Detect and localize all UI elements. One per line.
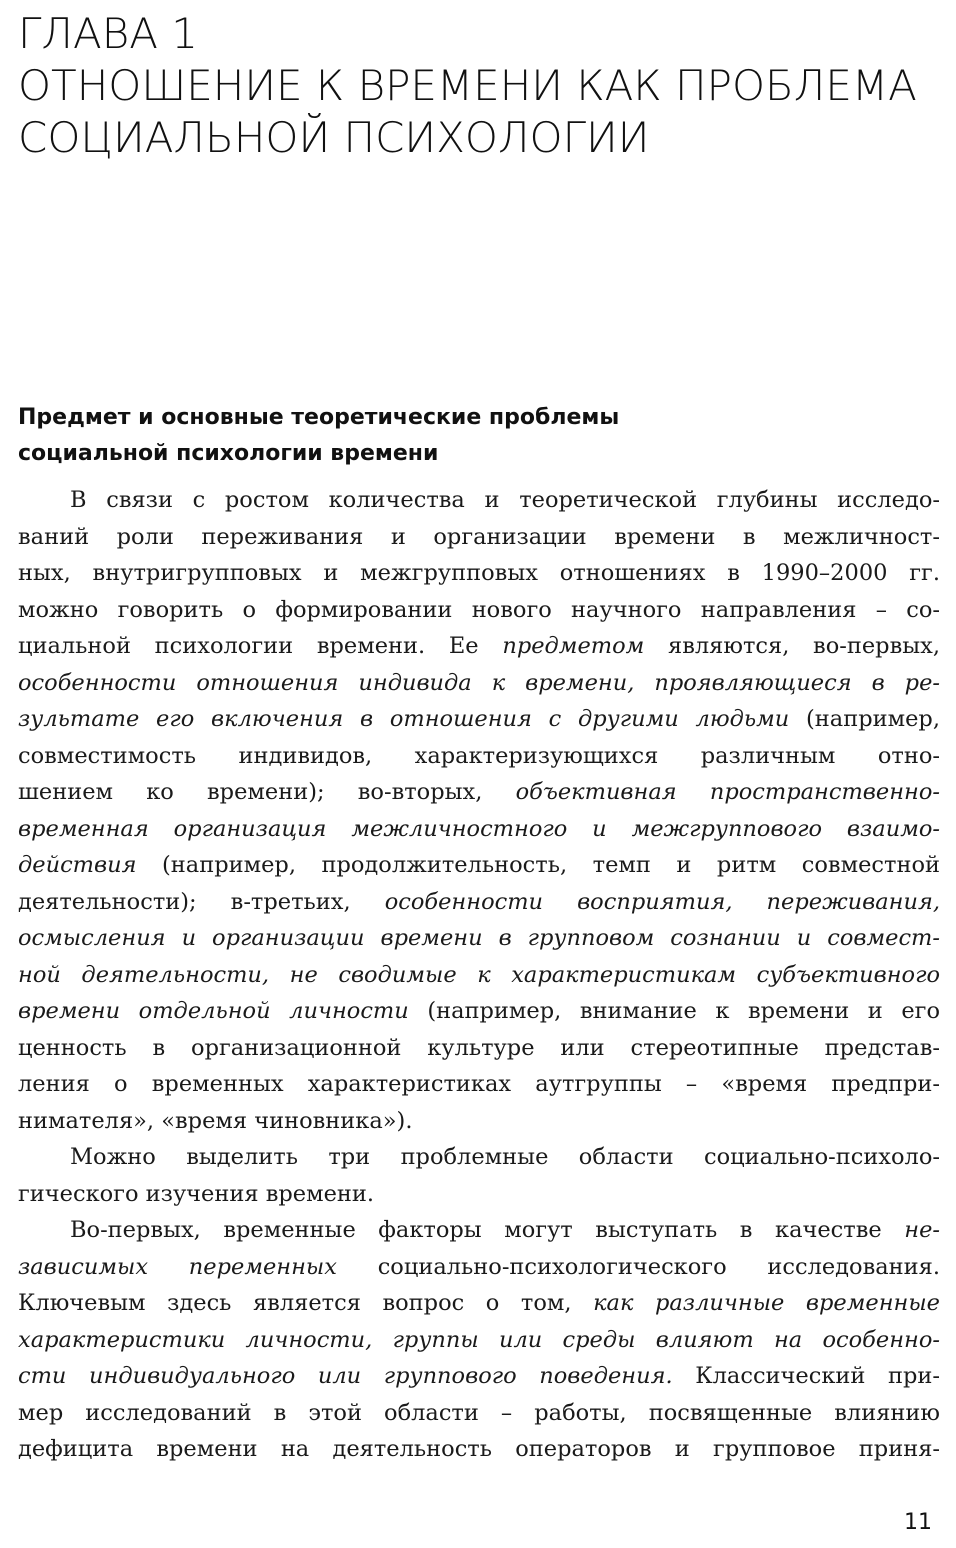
body-text <box>18 482 940 1468</box>
italic-text: объективная пространственно- <box>515 779 940 805</box>
italic-text: особенности восприятия, переживания, <box>384 888 941 915</box>
text-segment: являются, во-первых, <box>644 633 941 659</box>
italic-text: не- <box>904 1217 940 1243</box>
italic-text: осмысления и организации времени в групповом сознании и совмест- <box>18 925 940 951</box>
text-segment: циальной психологии времени. Ее <box>18 633 503 659</box>
chapter-heading-line: СОЦИАЛЬНОЙ ПСИХОЛОГИИ <box>18 113 650 162</box>
section-heading <box>18 400 948 472</box>
italic-text: времени отдельной личности <box>18 998 409 1024</box>
text-line <box>18 628 940 665</box>
text-line <box>18 774 940 811</box>
text-segment: (например, <box>789 706 940 732</box>
section-heading-line: социальной психологии времени <box>18 441 439 466</box>
text-segment: Классический при- <box>672 1363 940 1389</box>
text-line <box>18 482 940 519</box>
text-line <box>18 811 940 848</box>
text-line <box>18 1212 940 1249</box>
text-line <box>18 1249 940 1286</box>
chapter-heading-line: ОТНОШЕНИЕ К ВРЕМЕНИ КАК ПРОБЛЕМА <box>18 61 917 110</box>
text-line <box>18 1103 940 1140</box>
text-line <box>18 665 940 702</box>
italic-text: как различные временные <box>593 1290 940 1316</box>
text-line <box>18 1139 940 1176</box>
text-line <box>18 738 940 775</box>
italic-text: зависимых переменных <box>18 1253 337 1280</box>
chapter-heading <box>18 8 948 164</box>
text-line <box>18 1030 940 1067</box>
text-segment: ваний роли переживания и организации времени в межличност- <box>18 523 940 550</box>
text-line <box>18 1176 940 1213</box>
italic-text: ной деятельности, не сводимые к характеристикам субъективного <box>18 961 940 988</box>
text-line <box>18 1322 940 1359</box>
text-segment: нимателя», «время чиновника»). <box>18 1107 413 1134</box>
text-segment: ления о временных характеристиках аутгруппы – «время предпри- <box>18 1071 940 1097</box>
italic-text: зультате его включения в отношения с другими людьми <box>18 706 790 732</box>
text-segment: совместимость индивидов, характеризующихся различным отно- <box>18 742 940 769</box>
text-segment: (например, продолжительность, темп и ритм совместной <box>136 852 940 878</box>
italic-text: особенности отношения индивида к времени, проявляющиеся в ре- <box>18 669 940 696</box>
text-segment: Можно выделить три проблемные области социально-психоло- <box>70 1144 940 1170</box>
text-segment: Ключевым здесь является вопрос о том, <box>18 1290 594 1316</box>
text-line <box>18 1066 940 1103</box>
italic-text: характеристики личности, группы или среды влияют на особенно- <box>18 1326 940 1353</box>
text-line <box>18 1395 940 1432</box>
text-line <box>18 1285 940 1322</box>
text-segment: В связи с ростом количества и теоретической глубины исследо- <box>70 487 940 513</box>
text-line <box>18 957 940 994</box>
text-segment: социально-психологического исследования. <box>336 1253 940 1280</box>
italic-text: временная организация межличностного и межгруппового взаимо- <box>18 815 940 842</box>
text-line <box>18 884 940 921</box>
italic-text: сти индивидуального или группового поведения. <box>18 1363 673 1389</box>
text-segment: дефицита времени на деятельность операторов и групповое приня- <box>18 1436 940 1462</box>
text-line <box>18 1431 940 1468</box>
text-line <box>18 920 940 957</box>
text-line <box>18 519 940 556</box>
text-segment: деятельности); в-третьих, <box>18 888 385 915</box>
text-segment: шением ко времени); во-вторых, <box>18 779 516 805</box>
chapter-heading-line: ГЛАВА 1 <box>18 9 199 58</box>
text-segment: можно говорить о формировании нового научного направления – со- <box>18 596 940 623</box>
text-line <box>18 555 940 592</box>
text-segment: мер исследований в этой области – работы, посвященные влиянию <box>18 1399 940 1426</box>
text-segment: (например, внимание к времени и его <box>408 998 940 1024</box>
italic-text: действия <box>18 852 137 878</box>
text-line <box>18 1358 940 1395</box>
text-line <box>18 847 940 884</box>
text-segment: Во-первых, временные факторы могут выступать в качестве <box>70 1217 905 1243</box>
text-segment: гического изучения времени. <box>18 1180 375 1207</box>
section-heading-line: Предмет и основные теоретические проблемы <box>18 405 620 430</box>
italic-text: предметом <box>502 633 645 659</box>
page-number: 11 <box>904 1510 932 1535</box>
text-line <box>18 701 940 738</box>
text-segment: ценность в организационной культуре или стереотипные представ- <box>18 1034 940 1061</box>
text-segment: ных, внутригрупповых и межгрупповых отношениях в 1990–2000 гг. <box>18 560 940 586</box>
text-line <box>18 993 940 1030</box>
text-line <box>18 592 940 629</box>
